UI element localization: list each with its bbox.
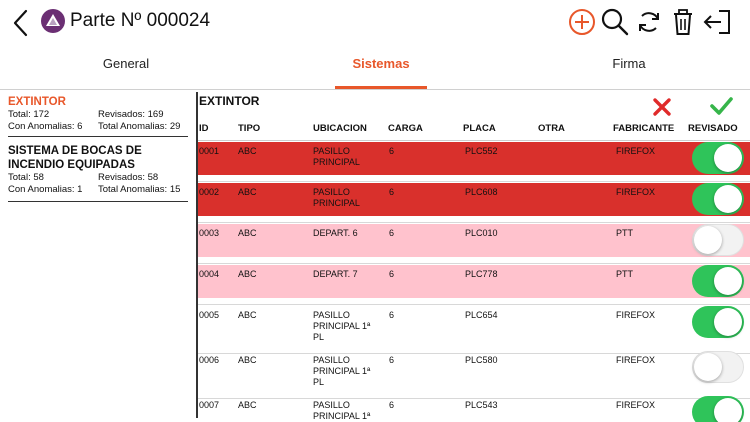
revisado-toggle[interactable] <box>692 306 744 338</box>
tab-sistemas[interactable]: Sistemas <box>352 56 410 71</box>
cell-placa: PLC608 <box>465 187 498 197</box>
revisado-toggle[interactable] <box>692 183 744 215</box>
col-header-tipo: TIPO <box>238 123 261 134</box>
cell-tipo: ABC <box>238 269 257 279</box>
stat-revisados: Revisados: 169 <box>98 109 164 120</box>
cell-ubicacion: PASILLO PRINCIPAL <box>313 187 360 208</box>
tab-general[interactable]: General <box>102 56 150 71</box>
add-icon[interactable] <box>567 7 597 37</box>
cell-fabricante: PTT <box>616 228 633 238</box>
stat-total: Total: 172 <box>8 109 50 120</box>
revisado-toggle[interactable] <box>692 396 744 422</box>
revisado-toggle[interactable] <box>692 351 744 383</box>
system-name: SISTEMA DE BOCAS DE INCENDIO EQUIPADAS <box>8 145 142 171</box>
cell-placa: PLC552 <box>465 146 498 156</box>
cell-id: 0002 <box>199 187 220 197</box>
table-row[interactable] <box>198 142 750 179</box>
tab-bar <box>0 44 750 90</box>
page-title: Parte Nº 000024 <box>70 10 211 31</box>
cell-fabricante: FIREFOX <box>616 187 656 197</box>
main-panel <box>198 90 750 422</box>
cell-id: 0004 <box>199 269 220 279</box>
cell-id: 0006 <box>199 355 220 365</box>
systems-sidebar <box>0 90 196 422</box>
cell-ubicacion: DEPART. 7 <box>313 269 358 279</box>
col-header-fabricante: FABRICANTE <box>613 123 675 134</box>
col-header-placa: PLACA <box>463 123 496 134</box>
app-header <box>0 0 750 44</box>
section-title: EXTINTOR <box>199 94 260 108</box>
cell-fabricante: FIREFOX <box>616 355 656 365</box>
col-header-otra: OTRA <box>538 123 565 134</box>
row-divider <box>198 263 750 264</box>
sync-icon[interactable] <box>634 7 664 37</box>
cell-id: 0007 <box>199 400 220 410</box>
cell-fabricante: FIREFOX <box>616 146 656 156</box>
revisado-toggle[interactable] <box>692 265 744 297</box>
cell-tipo: ABC <box>238 146 257 156</box>
stat-total-anomalias: Total Anomalias: 15 <box>98 184 181 195</box>
cell-tipo: ABC <box>238 228 257 238</box>
cell-carga: 6 <box>389 228 395 238</box>
col-header-carga: CARGA <box>388 123 423 134</box>
cell-ubicacion: PASILLO PRINCIPAL 1ª PL <box>313 355 371 387</box>
cancel-icon[interactable] <box>650 95 674 119</box>
brand-logo-icon <box>41 9 65 33</box>
cell-placa: PLC580 <box>465 355 498 365</box>
cell-id: 0001 <box>199 146 220 156</box>
cell-tipo: ABC <box>238 400 257 410</box>
system-stats <box>8 172 188 196</box>
cell-carga: 6 <box>389 146 395 156</box>
cell-placa: PLC654 <box>465 310 498 320</box>
toggle-knob <box>694 353 722 381</box>
toggle-knob <box>694 226 722 254</box>
cell-id: 0005 <box>199 310 220 320</box>
system-name: EXTINTOR <box>8 96 66 108</box>
cell-tipo: ABC <box>238 355 257 365</box>
system-stats <box>8 109 188 133</box>
divider <box>8 201 188 202</box>
table-row[interactable] <box>198 306 750 351</box>
toggle-knob <box>714 185 742 213</box>
table-row[interactable] <box>198 396 750 422</box>
revisado-toggle[interactable] <box>692 142 744 174</box>
cell-ubicacion: DEPART. 6 <box>313 228 358 238</box>
toggle-knob <box>714 267 742 295</box>
back-icon[interactable] <box>10 8 32 38</box>
table-row[interactable] <box>198 183 750 220</box>
cell-ubicacion: PASILLO PRINCIPAL 1ª <box>313 400 371 421</box>
cell-ubicacion: PASILLO PRINCIPAL <box>313 146 360 167</box>
active-tab-indicator <box>335 86 427 89</box>
table-row[interactable] <box>198 224 750 261</box>
cell-fabricante: FIREFOX <box>616 400 656 410</box>
col-header-ubicacion: UBICACION <box>313 123 367 134</box>
stat-revisados: Revisados: 58 <box>98 172 159 183</box>
cell-placa: PLC010 <box>465 228 498 238</box>
cell-carga: 6 <box>389 310 395 320</box>
row-divider <box>198 304 750 305</box>
col-header-id: ID <box>199 123 209 134</box>
system-item-bocas-incendio[interactable] <box>8 144 188 196</box>
cell-ubicacion: PASILLO PRINCIPAL 1ª PL <box>313 310 371 342</box>
cell-carga: 6 <box>389 355 395 365</box>
cell-fabricante: FIREFOX <box>616 310 656 320</box>
toggle-knob <box>714 144 742 172</box>
tab-firma[interactable]: Firma <box>612 56 646 71</box>
cell-placa: PLC543 <box>465 400 498 410</box>
logout-icon[interactable] <box>702 7 732 37</box>
cell-placa: PLC778 <box>465 269 498 279</box>
system-item-extintor[interactable] <box>8 95 188 133</box>
cell-carga: 6 <box>389 400 395 410</box>
table-row[interactable] <box>198 265 750 302</box>
confirm-check-icon[interactable] <box>709 94 733 118</box>
header-divider <box>198 140 750 141</box>
cell-carga: 6 <box>389 269 395 279</box>
stat-con-anomalias: Con Anomalias: 1 <box>8 184 83 195</box>
toggle-knob <box>714 398 742 422</box>
table-row[interactable] <box>198 351 750 396</box>
divider <box>8 136 188 137</box>
stat-total: Total: 58 <box>8 172 44 183</box>
toggle-knob <box>714 308 742 336</box>
row-divider <box>198 181 750 182</box>
stat-total-anomalias: Total Anomalias: 29 <box>98 121 181 132</box>
cell-id: 0003 <box>199 228 220 238</box>
trash-icon[interactable] <box>668 7 698 37</box>
cell-carga: 6 <box>389 187 395 197</box>
cell-tipo: ABC <box>238 310 257 320</box>
search-icon[interactable] <box>600 7 630 37</box>
revisado-toggle[interactable] <box>692 224 744 256</box>
stat-con-anomalias: Con Anomalias: 6 <box>8 121 83 132</box>
cell-fabricante: PTT <box>616 269 633 279</box>
cell-tipo: ABC <box>238 187 257 197</box>
row-divider <box>198 222 750 223</box>
col-header-revisado: REVISADO <box>688 123 738 134</box>
